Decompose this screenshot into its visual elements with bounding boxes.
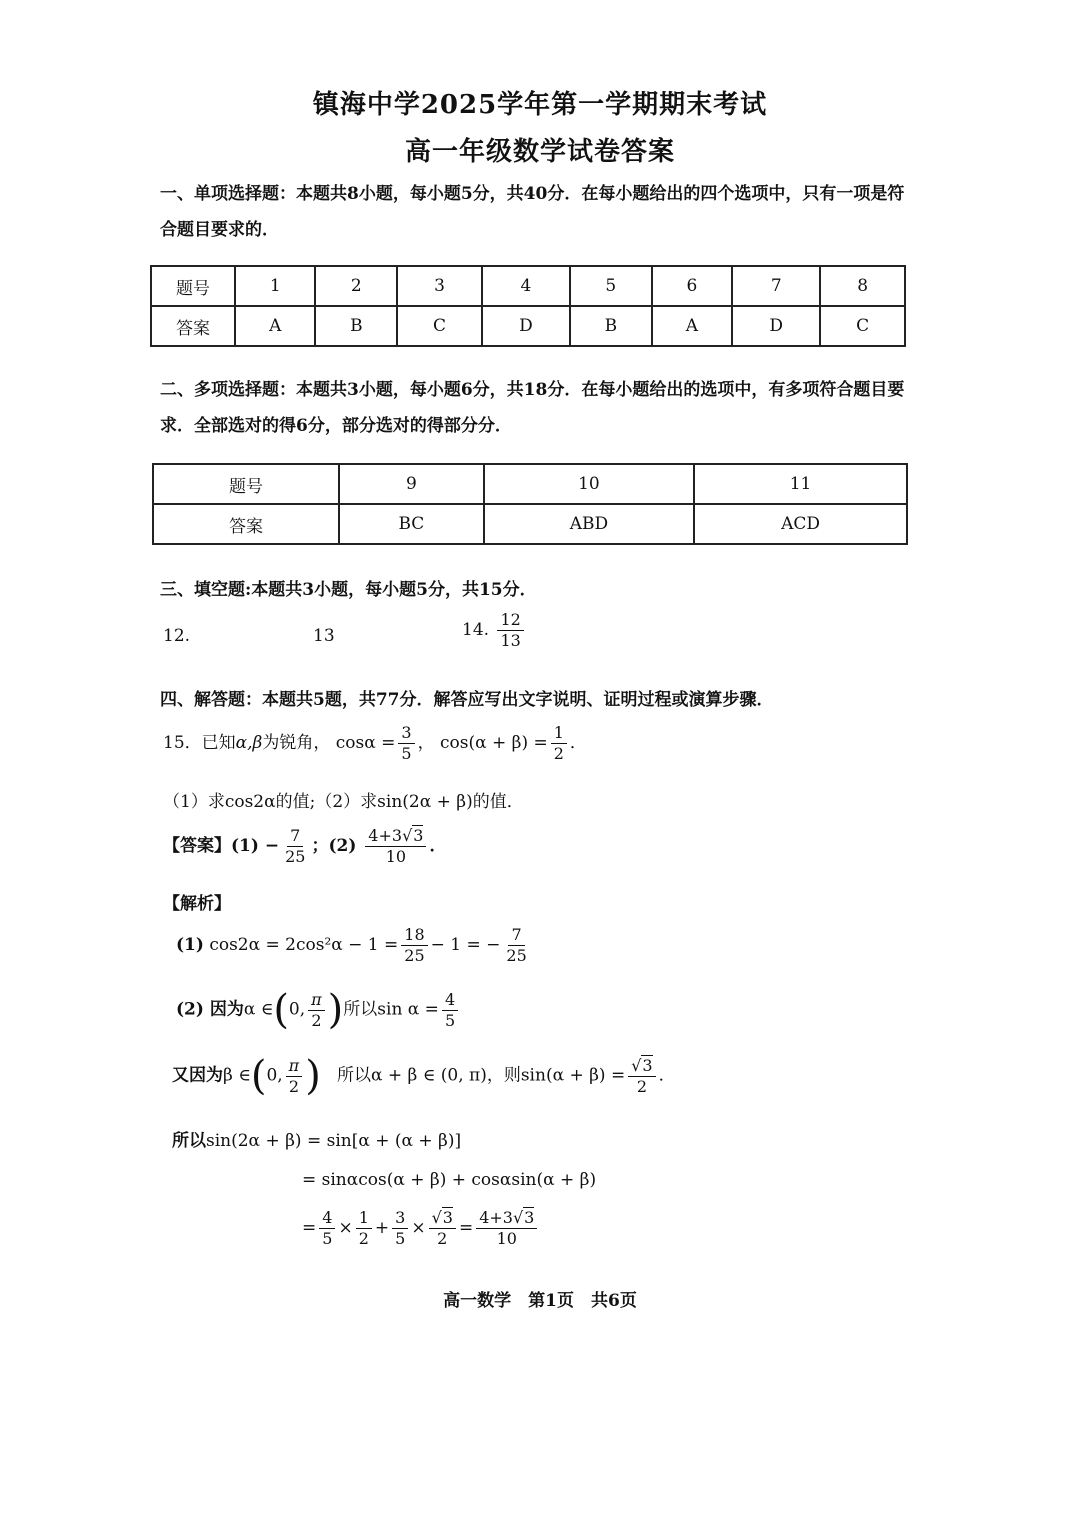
fill-q14-label: 14.: [462, 620, 490, 640]
fraction-denominator: 5: [322, 1229, 333, 1248]
table-cell: 3: [397, 266, 482, 306]
step2-in: α ∈: [243, 999, 274, 1020]
section3-heading: 三、填空题:: [160, 580, 252, 600]
step6-eq: =: [302, 1218, 317, 1238]
step3-range: α + β ∈ (0, π)，: [371, 1065, 504, 1086]
fill-q14: [462, 612, 527, 649]
numerator-prefix: 4+3: [368, 826, 403, 845]
answer-semi: ；: [311, 836, 329, 856]
table-cell: B: [570, 306, 652, 346]
page-footer: 高一数学 第1页 共6页: [443, 1291, 637, 1311]
fraction-numerator: 4+3√3: [365, 828, 426, 847]
fraction-numerator: π: [308, 992, 325, 1011]
fraction-numerator: 4: [442, 992, 458, 1011]
sqrt-radicand: 3: [442, 1208, 453, 1227]
analysis-step5: [302, 1170, 596, 1190]
q15-end: ．: [569, 733, 587, 753]
fraction-numerator: 18: [401, 927, 427, 946]
fraction-denominator: 10: [496, 1229, 517, 1248]
fill-q13: 13: [313, 626, 335, 646]
fraction-denominator: 2: [636, 1076, 647, 1096]
step6-times1: ×: [338, 1218, 353, 1238]
table-cell: 1: [235, 266, 315, 306]
table-cell: 9: [339, 464, 484, 504]
step3-end: ．: [658, 1065, 676, 1086]
step2-pi-fraction: [308, 989, 325, 1030]
fraction-denominator: 2: [553, 744, 564, 763]
table-cell: D: [482, 306, 570, 346]
step3-fraction: [628, 1055, 655, 1096]
fraction-numerator: 4: [319, 1210, 335, 1229]
q15-cos-alpha-fraction: [398, 725, 414, 762]
fraction-denominator: 25: [506, 946, 527, 965]
fraction-denominator: 2: [437, 1229, 448, 1248]
table-cell: B: [315, 306, 397, 346]
right-paren-icon: ): [327, 987, 344, 1033]
answer-neg: −: [264, 836, 280, 856]
q15-cos-alpha-beta-fraction: [551, 725, 567, 762]
sqrt-radicand: 3: [642, 1055, 653, 1075]
table-cell-label: 答案: [153, 504, 339, 544]
table-cell: 2: [315, 266, 397, 306]
q15-sep: ，: [417, 733, 435, 753]
q15-sub2-tail: 的值．: [472, 792, 524, 812]
fraction-denominator: 10: [385, 847, 407, 866]
step3-so: 所以: [337, 1065, 372, 1086]
q15-sub1-expr: cos2α: [224, 792, 276, 812]
analysis-tag: 【解析】: [163, 894, 231, 914]
multi-choice-table: [152, 463, 908, 545]
step6-eq2: =: [458, 1218, 474, 1238]
step2-zero: 0,: [288, 999, 306, 1020]
step2-fraction: [442, 989, 458, 1030]
table-cell: 6: [652, 266, 732, 306]
analysis-step4: [172, 1126, 461, 1151]
fraction-denominator: 2: [288, 1076, 300, 1096]
fraction-numerator: √3: [628, 1058, 655, 1077]
q15-acute: 为锐角，: [262, 733, 331, 753]
exam-title: 镇海中学2025学年第一学期期末考试: [312, 90, 768, 120]
table-cell: C: [820, 306, 905, 346]
table-cell-label: 题号: [153, 464, 339, 504]
fraction-denominator: 13: [500, 631, 521, 650]
table-cell: A: [235, 306, 315, 346]
table-cell: 5: [570, 266, 652, 306]
section3-intro: [160, 572, 905, 608]
fraction-numerator: 3: [398, 725, 414, 744]
answer-end: ．: [429, 836, 447, 856]
analysis-step6: [302, 1210, 540, 1247]
answer-part1-label: (1): [231, 836, 259, 856]
fraction-denominator: 5: [395, 1229, 406, 1248]
fraction-denominator: 2: [311, 1010, 322, 1030]
question-15: [163, 725, 587, 762]
section4-intro: [160, 682, 905, 718]
section2-intro: [160, 372, 905, 444]
step1-label: (1): [176, 935, 204, 955]
table-cell-label: 答案: [151, 306, 235, 346]
fraction-denominator: 5: [444, 1010, 456, 1030]
fill-q12: 12.: [163, 626, 191, 646]
step3-zero: 0,: [266, 1065, 283, 1086]
fraction-numerator: 1: [551, 725, 567, 744]
right-paren-icon: ): [305, 1053, 321, 1099]
step5-expr: = sinαcos(α + β) + cosαsin(α + β): [302, 1170, 597, 1190]
q15-cos-alpha-beta: cos(α + β) =: [439, 733, 548, 753]
table-cell: 8: [820, 266, 905, 306]
section2-text: 本题共3小题，每小题6分，共18分．在每小题给出的选项中，有多项符合题目要求．全部选对的得6分，部分选对的得部分分．: [160, 380, 905, 436]
left-paren-icon: (: [273, 987, 289, 1033]
analysis-step1: [176, 927, 533, 964]
step6-fraction2: [356, 1210, 372, 1247]
question-15-subparts: [163, 787, 524, 812]
fraction-denominator: 25: [285, 847, 306, 866]
table-cell: C: [397, 306, 482, 346]
step2-sin: sin α =: [377, 999, 439, 1020]
table-cell-label: 题号: [151, 266, 235, 306]
section1-intro: [160, 176, 905, 248]
q15-vars: α,β: [235, 733, 263, 753]
table-cell: 11: [694, 464, 907, 504]
step6-result-fraction: [476, 1210, 537, 1247]
section1-text: 本题共8小题，每小题5分，共40分．在每小题给出的四个选项中，只有一项是符合题目要求的．: [160, 184, 905, 240]
step2-so: 所以: [343, 999, 378, 1020]
step1-mid: − 1 = −: [430, 935, 501, 955]
left-paren-icon: (: [250, 1053, 267, 1099]
table-cell: ACD: [694, 504, 907, 544]
q15-sub1-tail: 的值;（2）求: [275, 792, 378, 812]
fraction-numerator: 12: [497, 612, 523, 631]
single-choice-table: [150, 265, 906, 347]
fill-q14-fraction: [497, 612, 523, 649]
step6-fraction1: [319, 1210, 335, 1247]
answer-part1-fraction: [282, 828, 308, 865]
step3-pi-fraction: [286, 1055, 303, 1096]
analysis-step2: [176, 987, 461, 1033]
step6-plus: +: [374, 1218, 390, 1238]
q15-sub2-expr: sin(2α + β): [377, 792, 473, 812]
table-cell: A: [652, 306, 732, 346]
q15-cos-alpha: cosα =: [335, 733, 396, 753]
fraction-numerator: 7: [508, 927, 524, 946]
section3-text: 本题共3小题，每小题5分，共15分．: [251, 580, 537, 600]
fraction-denominator: 2: [358, 1229, 369, 1248]
fraction-denominator: 25: [404, 946, 425, 965]
sqrt-radicand: 3: [524, 1208, 535, 1227]
table-cell: 4: [482, 266, 570, 306]
q15-sub1: （1）求: [163, 792, 225, 812]
fraction-numerator: 7: [287, 828, 303, 847]
step3-sin: sin(α + β) =: [520, 1065, 626, 1086]
analysis-step3: [172, 1053, 676, 1099]
exam-subtitle: 高一年级数学试卷答案: [404, 137, 675, 167]
step6-times2: ×: [411, 1218, 426, 1238]
step4-so: 所以: [172, 1131, 206, 1151]
table-row: [151, 306, 905, 346]
step6-fraction4: [429, 1210, 456, 1247]
step3-then: 则: [503, 1065, 521, 1086]
table-cell: BC: [339, 504, 484, 544]
table-cell: 10: [484, 464, 694, 504]
sqrt-radicand: 3: [413, 826, 424, 845]
table-row: [153, 464, 907, 504]
answer-part2-label: (2): [328, 836, 357, 856]
table-row: [153, 504, 907, 544]
step1-fraction2: [503, 927, 529, 964]
step4-expr: sin(2α + β) = sin[α + (α + β)]: [206, 1131, 462, 1151]
fraction-numerator: 4+3√3: [476, 1210, 537, 1229]
section4-text: 本题共5题，共77分．解答应写出文字说明、证明过程或演算步骤．: [262, 690, 774, 710]
answer-tag: 【答案】: [163, 836, 231, 856]
answer-line: [163, 828, 446, 865]
fraction-numerator: 3: [392, 1210, 408, 1229]
fraction-denominator: 5: [401, 744, 412, 763]
table-cell: ABD: [484, 504, 694, 544]
step1-expr: cos2α = 2cos²α − 1 =: [209, 935, 399, 955]
fraction-numerator: √3: [429, 1210, 456, 1229]
step3-also: 又因为: [172, 1065, 223, 1086]
table-cell: D: [732, 306, 820, 346]
section2-heading: 二、多项选择题：: [160, 380, 296, 400]
fraction-numerator: 1: [356, 1210, 372, 1229]
step2-label: (2) 因为: [176, 999, 244, 1020]
table-row: [151, 266, 905, 306]
table-cell: 7: [732, 266, 820, 306]
step1-fraction: [401, 927, 427, 964]
step3-in: β ∈: [223, 1065, 251, 1086]
step6-fraction3: [392, 1210, 408, 1247]
fraction-numerator: π: [286, 1058, 303, 1077]
answer-part2-fraction: [365, 828, 426, 865]
section4-heading: 四、解答题：: [160, 690, 262, 710]
numerator-prefix: 4+3: [479, 1208, 513, 1227]
q15-label: 15．已知: [163, 733, 236, 753]
section1-heading: 一、单项选择题：: [160, 184, 296, 204]
